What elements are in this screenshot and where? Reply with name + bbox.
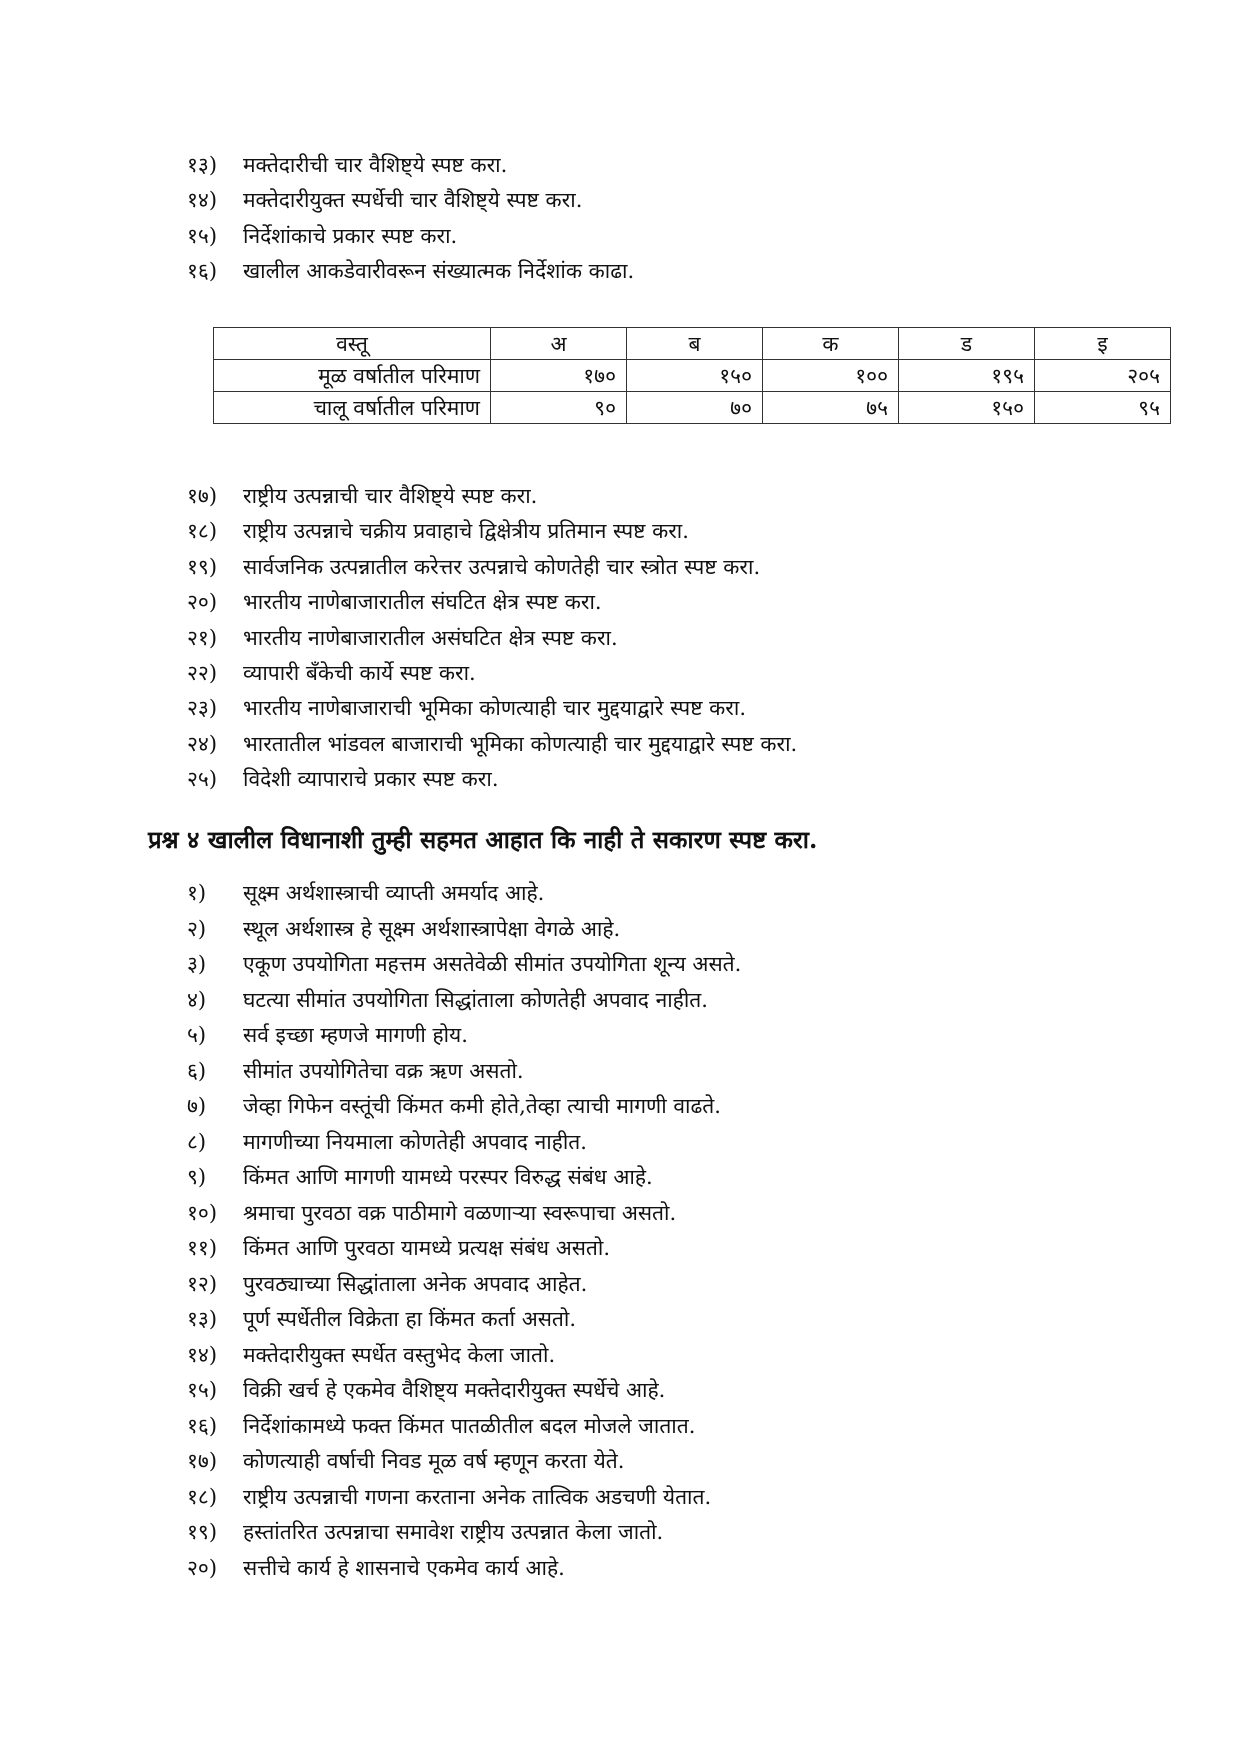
table-cell: १५०: [899, 392, 1035, 424]
item-text: भारतातील भांडवल बाजाराची भूमिका कोणत्याही चार मुद्दयाद्वारे स्पष्ट करा.: [243, 731, 798, 756]
list-item: [187, 983, 741, 1019]
item-number: १५): [187, 223, 218, 248]
item-text: मक्तेदारीची चार वैशिष्ट्ये स्पष्ट करा.: [243, 153, 508, 177]
list-item: [187, 183, 634, 218]
item-text: राष्ट्रीय उत्पन्नाची गणना करताना अनेक तात्विक अडचणी येतात.: [243, 1484, 712, 1509]
table-cell: १५०: [627, 360, 763, 392]
item-number: २२): [187, 660, 218, 685]
item-number: २५): [187, 767, 218, 792]
item-text: किंमत आणि मागणी यामध्ये परस्पर विरुद्ध संबंध आहे.: [243, 1165, 653, 1189]
list-item: [187, 1373, 741, 1409]
item-text: भारतीय नाणेबाजारातील असंघटित क्षेत्र स्पष्ट करा.: [243, 625, 618, 650]
item-text: जेव्हा गिफेन वस्तूंची किंमत कमी होते,तेव्हा त्याची मागणी वाढते.: [243, 1094, 721, 1118]
section-heading: प्रश्न ४ खालील विधानाशी तुम्ही सहमत आहात कि नाही ते सकारण स्पष्ट करा.: [148, 825, 818, 854]
item-text: पूर्ण स्पर्धेतील विक्रेता हा किंमत कर्ता असतो.: [243, 1307, 577, 1331]
item-number: ३): [187, 952, 207, 976]
list-item: [187, 514, 797, 549]
item-text: भारतीय नाणेबाजाराची भूमिका कोणत्याही चार मुद्दयाद्वारे स्पष्ट करा.: [243, 696, 747, 721]
table-cell: १००: [763, 360, 899, 392]
item-number: १९): [187, 554, 218, 579]
list-item: [187, 1231, 741, 1267]
list-item: [187, 1302, 741, 1338]
item-number: २३): [187, 696, 218, 721]
table-cell: चालू वर्षातील परिमाण: [214, 392, 491, 424]
item-text: सार्वजनिक उत्पन्नातील करेत्तर उत्पन्नाचे कोणतेही चार स्त्रोत स्पष्ट करा.: [243, 554, 761, 579]
table-header-cell: ब: [627, 328, 763, 360]
item-text: एकूण उपयोगिता महत्तम असतेवेळी सीमांत उपयोगिता शून्य असते.: [243, 952, 742, 976]
item-number: २१): [187, 625, 218, 650]
item-number: १४): [187, 1342, 218, 1367]
table-header-cell: ड: [899, 328, 1035, 360]
item-text: सत्तीचे कार्य हे शासनाचे एकमेव कार्य आहे.: [243, 1555, 565, 1580]
item-number: १५): [187, 1378, 218, 1402]
item-text: मक्तेदारीयुक्त स्पर्धेत वस्तुभेद केला जातो.: [243, 1342, 556, 1367]
table-header-cell: वस्तू: [214, 328, 491, 360]
table-header-row: [214, 328, 1171, 360]
statement-list: [187, 876, 741, 1586]
question-list-a: [187, 148, 634, 290]
table-cell: ७०: [627, 392, 763, 424]
list-item: [187, 727, 797, 762]
item-text: विक्री खर्च हे एकमेव वैशिष्ट्य मक्तेदारीयुक्त स्पर्धेचे आहे.: [243, 1378, 666, 1402]
item-number: १८): [187, 519, 218, 544]
item-number: १३): [187, 153, 218, 177]
item-text: राष्ट्रीय उत्पन्नाचे चक्रीय प्रवाहाचे द्विक्षेत्रीय प्रतिमान स्पष्ट करा.: [243, 519, 689, 544]
list-item: [187, 1125, 741, 1161]
list-item: [187, 1480, 741, 1516]
list-item: [187, 479, 797, 514]
list-item: [187, 947, 741, 983]
table-cell: १७०: [491, 360, 627, 392]
item-text: किंमत आणि पुरवठा यामध्ये प्रत्यक्ष संबंध असतो.: [243, 1236, 611, 1260]
table-cell: १९५: [899, 360, 1035, 392]
list-item: [187, 1409, 741, 1445]
item-text: श्रमाचा पुरवठा वक्र पाठीमागे वळणाऱ्या स्वरूपाचा असतो.: [243, 1200, 677, 1225]
list-item: [187, 1196, 741, 1232]
item-number: २४): [187, 731, 218, 756]
item-number: १६): [187, 259, 218, 284]
item-number: १७): [187, 484, 218, 508]
list-item: [187, 1267, 741, 1303]
list-item: [187, 1089, 741, 1125]
quantity-table: [213, 327, 1171, 424]
list-item: [187, 656, 797, 691]
list-item: [187, 621, 797, 656]
list-item: [187, 219, 634, 254]
item-number: ६): [187, 1058, 207, 1083]
item-text: मागणीच्या नियमाला कोणतेही अपवाद नाहीत.: [243, 1129, 587, 1154]
item-number: १९): [187, 1520, 218, 1544]
table-header-cell: इ: [1035, 328, 1171, 360]
list-item: [187, 1338, 741, 1374]
item-text: भारतीय नाणेबाजारातील संघटित क्षेत्र स्पष्ट करा.: [243, 590, 602, 615]
table-cell: मूळ वर्षातील परिमाण: [214, 360, 491, 392]
table-cell: ९५: [1035, 392, 1171, 424]
item-text: सूक्ष्म अर्थशास्त्राची व्याप्ती अमर्याद आहे.: [243, 881, 545, 905]
item-number: २०): [187, 1555, 218, 1580]
list-item: [187, 691, 797, 726]
item-number: १४): [187, 188, 218, 213]
item-number: १७): [187, 1449, 218, 1473]
item-text: खालील आकडेवारीवरून संख्यात्मक निर्देशांक काढा.: [243, 259, 635, 284]
list-item: [187, 1160, 741, 1196]
item-number: १): [187, 881, 207, 905]
table-header-cell: क: [763, 328, 899, 360]
item-number: १३): [187, 1307, 218, 1331]
item-number: ७): [187, 1094, 207, 1118]
table-cell: २०५: [1035, 360, 1171, 392]
item-text: निर्देशांकामध्ये फक्त किंमत पातळीतील बदल मोजले जातात.: [243, 1413, 696, 1438]
list-item: [187, 585, 797, 620]
item-text: हस्तांतरित उत्पन्नाचा समावेश राष्ट्रीय उत्पन्नात केला जातो.: [243, 1520, 664, 1544]
item-number: १६): [187, 1413, 218, 1438]
item-text: स्थूल अर्थशास्त्र हे सूक्ष्म अर्थशास्त्रापेक्षा वेगळे आहे.: [243, 916, 621, 941]
list-item: [187, 550, 797, 585]
item-text: घटत्या सीमांत उपयोगिता सिद्धांताला कोणतेही अपवाद नाहीत.: [243, 987, 708, 1012]
table-header-cell: अ: [491, 328, 627, 360]
item-text: मक्तेदारीयुक्त स्पर्धेची चार वैशिष्ट्ये स्पष्ट करा.: [243, 188, 583, 213]
table-cell: ७५: [763, 392, 899, 424]
list-item: [187, 1551, 741, 1587]
item-number: १८): [187, 1484, 218, 1509]
item-number: ११): [187, 1236, 218, 1260]
item-text: निर्देशांकाचे प्रकार स्पष्ट करा.: [243, 223, 458, 248]
item-text: सीमांत उपयोगितेचा वक्र ऋण असतो.: [243, 1058, 524, 1083]
list-item: [187, 912, 741, 948]
table-row: [214, 392, 1171, 424]
list-item: [187, 254, 634, 289]
list-item: [187, 1515, 741, 1551]
question-list-b: [187, 479, 797, 798]
item-number: ५): [187, 1023, 207, 1047]
item-text: व्यापारी बँकेची कार्ये स्पष्ट करा.: [243, 660, 476, 685]
list-item: [187, 148, 634, 183]
item-number: १०): [187, 1200, 218, 1225]
item-number: ८): [187, 1129, 207, 1154]
item-number: ४): [187, 987, 207, 1012]
item-text: पुरवठ्याच्या सिद्धांताला अनेक अपवाद आहेत.: [243, 1271, 588, 1296]
list-item: [187, 1444, 741, 1480]
item-number: १२): [187, 1271, 218, 1296]
item-text: कोणत्याही वर्षाची निवड मूळ वर्ष म्हणून करता येते.: [243, 1449, 625, 1473]
item-number: २): [187, 916, 207, 941]
list-item: [187, 1018, 741, 1054]
item-text: राष्ट्रीय उत्पन्नाची चार वैशिष्ट्ये स्पष्ट करा.: [243, 484, 538, 508]
list-item: [187, 1054, 741, 1090]
table-row: [214, 360, 1171, 392]
list-item: [187, 762, 797, 797]
item-number: २०): [187, 590, 218, 615]
item-number: ९): [187, 1165, 207, 1189]
item-text: विदेशी व्यापाराचे प्रकार स्पष्ट करा.: [243, 767, 499, 792]
item-text: सर्व इच्छा म्हणजे मागणी होय.: [243, 1023, 468, 1047]
list-item: [187, 876, 741, 912]
table-cell: ९०: [491, 392, 627, 424]
